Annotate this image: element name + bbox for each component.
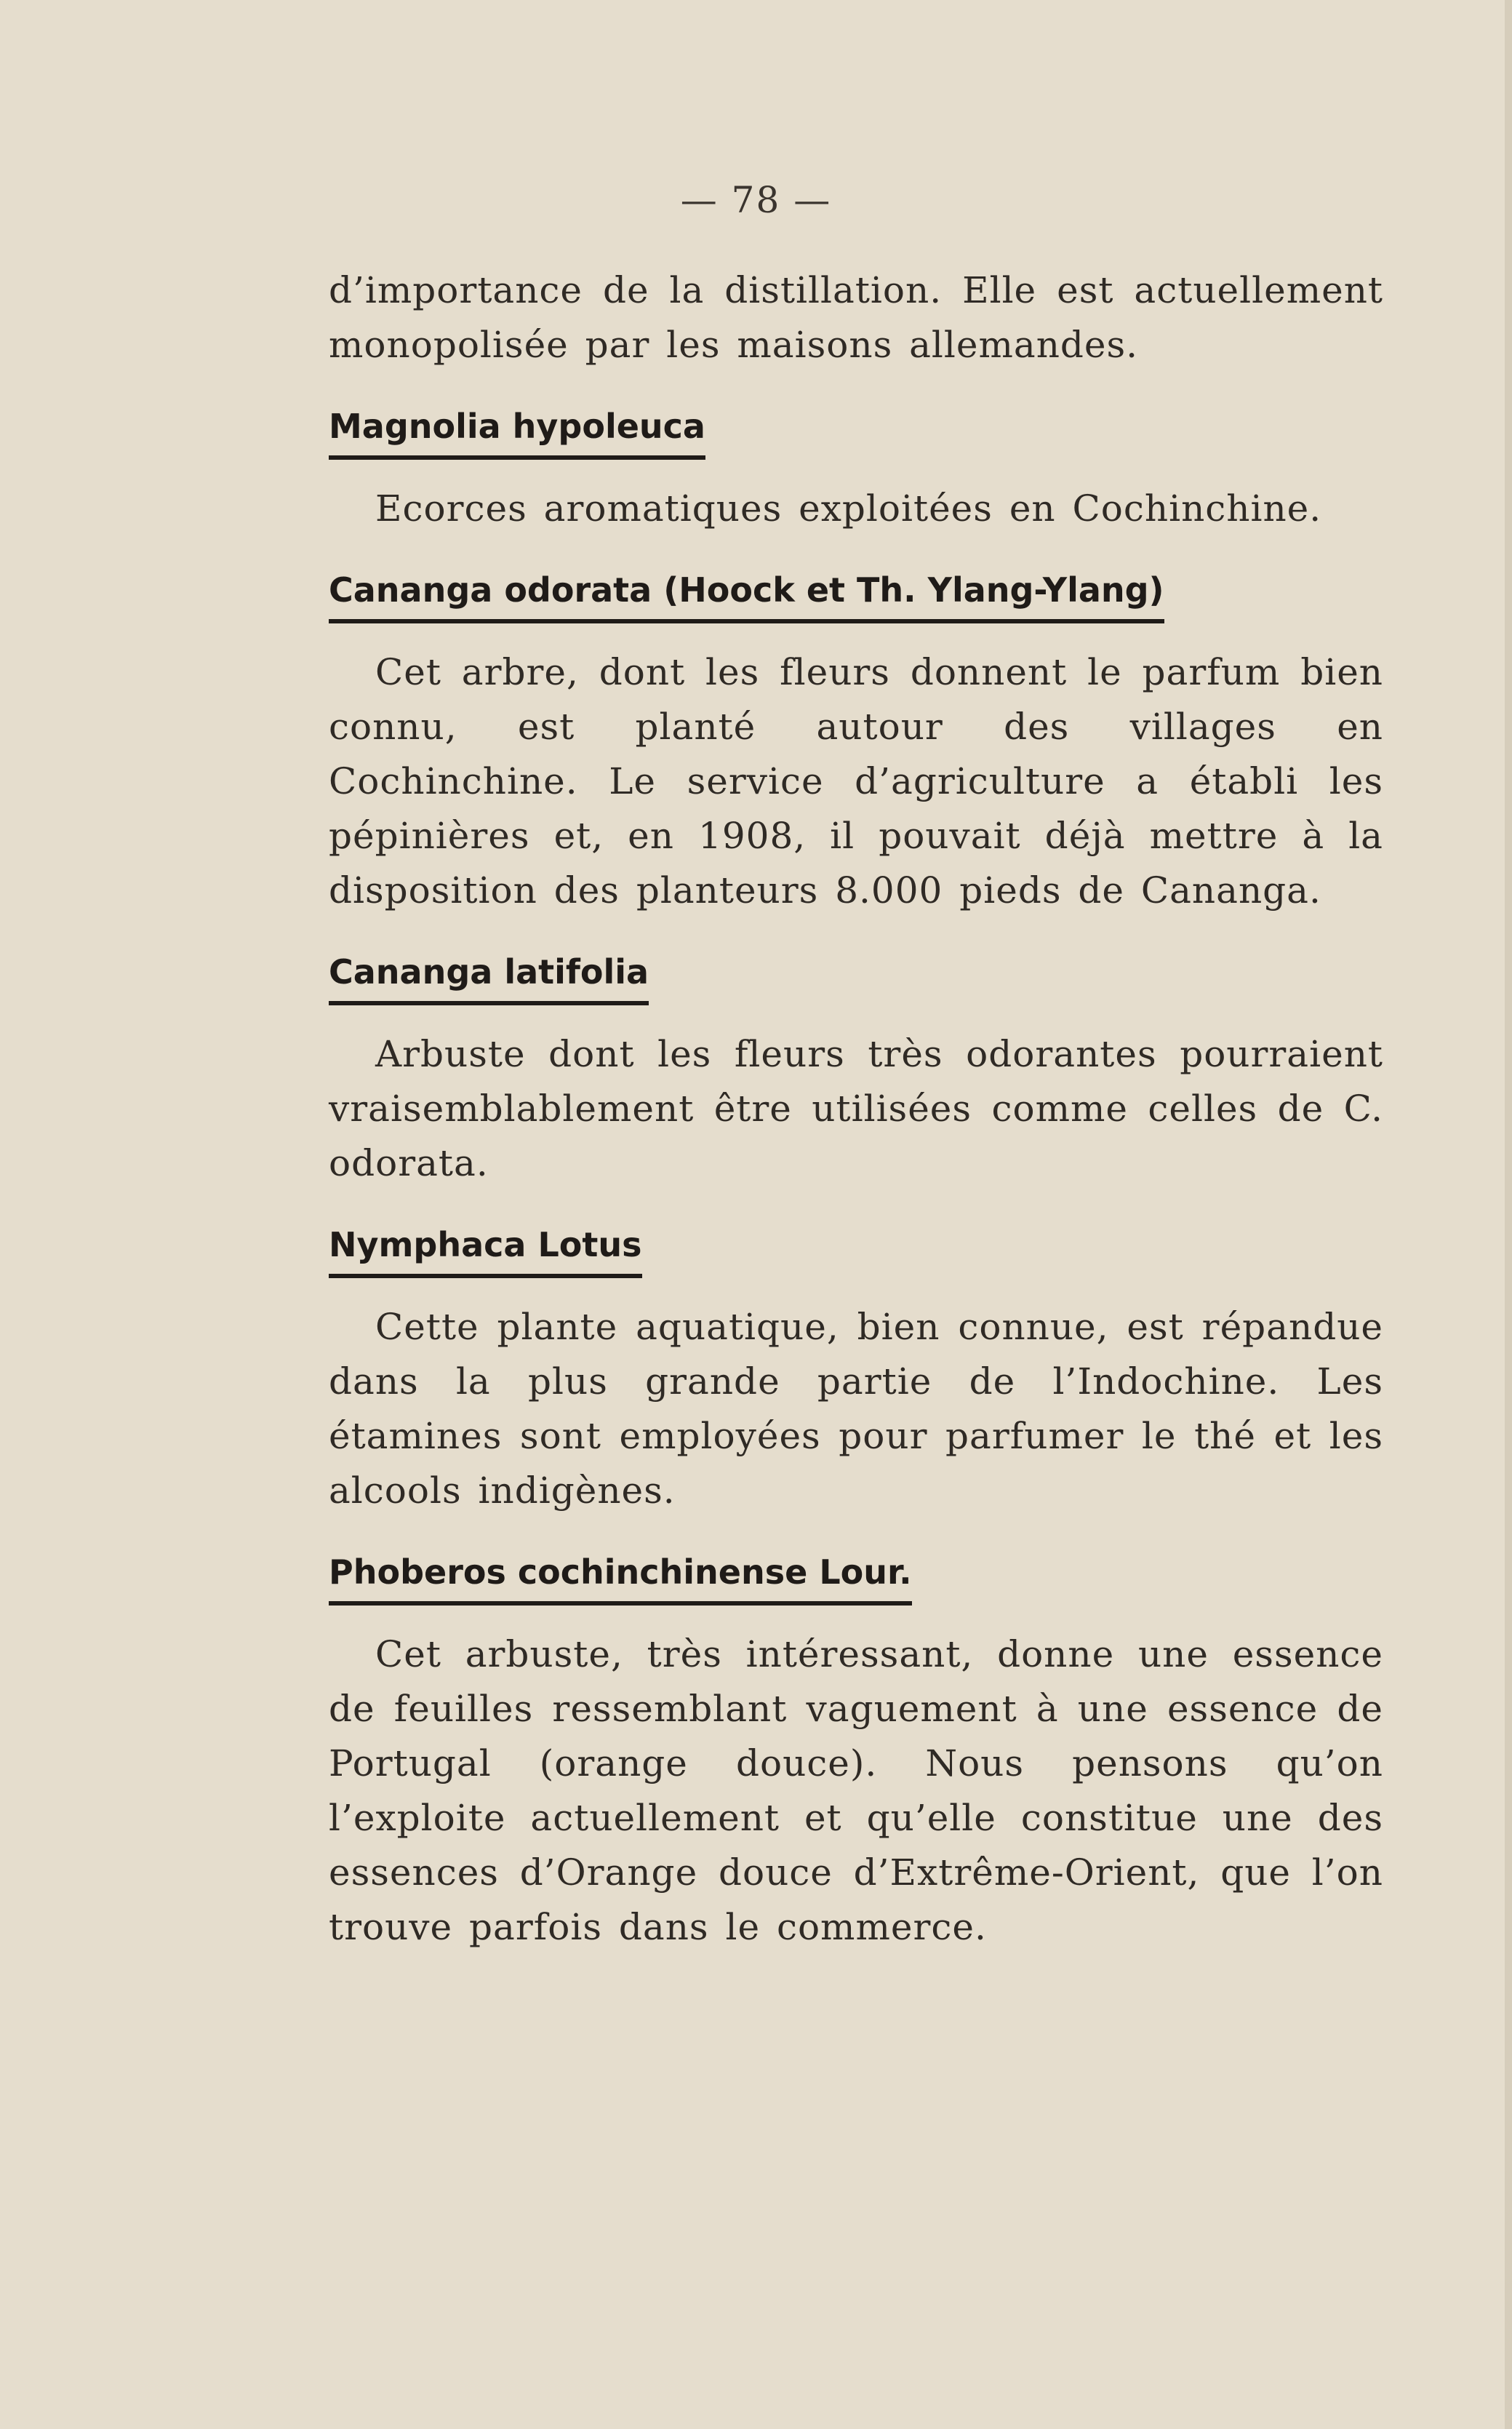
section-heading: Nymphaca Lotus <box>329 1223 642 1278</box>
section-heading-wrap <box>329 404 705 460</box>
section-heading-wrap <box>329 1223 642 1278</box>
page-number: — 78 — <box>680 179 832 221</box>
section-paragraph: Arbuste dont les fleurs très odorantes pourraient vraisemblablement être utilisées comme celles de C. odorata. <box>329 1033 1383 1184</box>
page-edge <box>1505 0 1512 2429</box>
section-heading: Cananga latifolia <box>329 950 649 1005</box>
section-heading: Phoberos cochinchinense Lour. <box>329 1550 912 1606</box>
section-paragraph: Cet arbuste, très intéressant, donne une essence de feuilles ressemblant vaguement à une essence de Portugal (orange douce). Nous pensons qu’on l’exploite actuellement et qu’elle constitue une des essences d’Orange douce d’Extrême-Orient, que l’on trouve parfois dans le commerce. <box>329 1633 1383 1948</box>
section-heading-wrap <box>329 1550 912 1606</box>
section-heading: Magnolia hypoleuca <box>329 404 705 460</box>
section-paragraph: Cette plante aquatique, bien connue, est répandue dans la plus grande partie de l’Indochine. Les étamines sont employées pour parfumer le thé et les alcools indigènes. <box>329 1306 1383 1512</box>
intro-paragraph: d’importance de la distillation. Elle est actuellement monopolisée par les maisons allemandes. <box>329 269 1383 366</box>
page-content <box>329 263 1383 1955</box>
section-heading-wrap <box>329 950 649 1005</box>
section-paragraph: Cet arbre, dont les fleurs donnent le parfum bien connu, est planté autour des villages en Cochinchine. Le service d’agriculture a établi les pépinières et, en 1908, il pouvait déjà mettre à la disposition des planteurs 8.000 pieds de Cananga. <box>329 651 1383 912</box>
section-heading-wrap <box>329 568 1164 623</box>
section-paragraph: Ecorces aromatiques exploitées en Cochinchine. <box>375 487 1322 530</box>
section-heading: Cananga odorata (Hoock et Th. Ylang-Ylang) <box>329 568 1164 623</box>
